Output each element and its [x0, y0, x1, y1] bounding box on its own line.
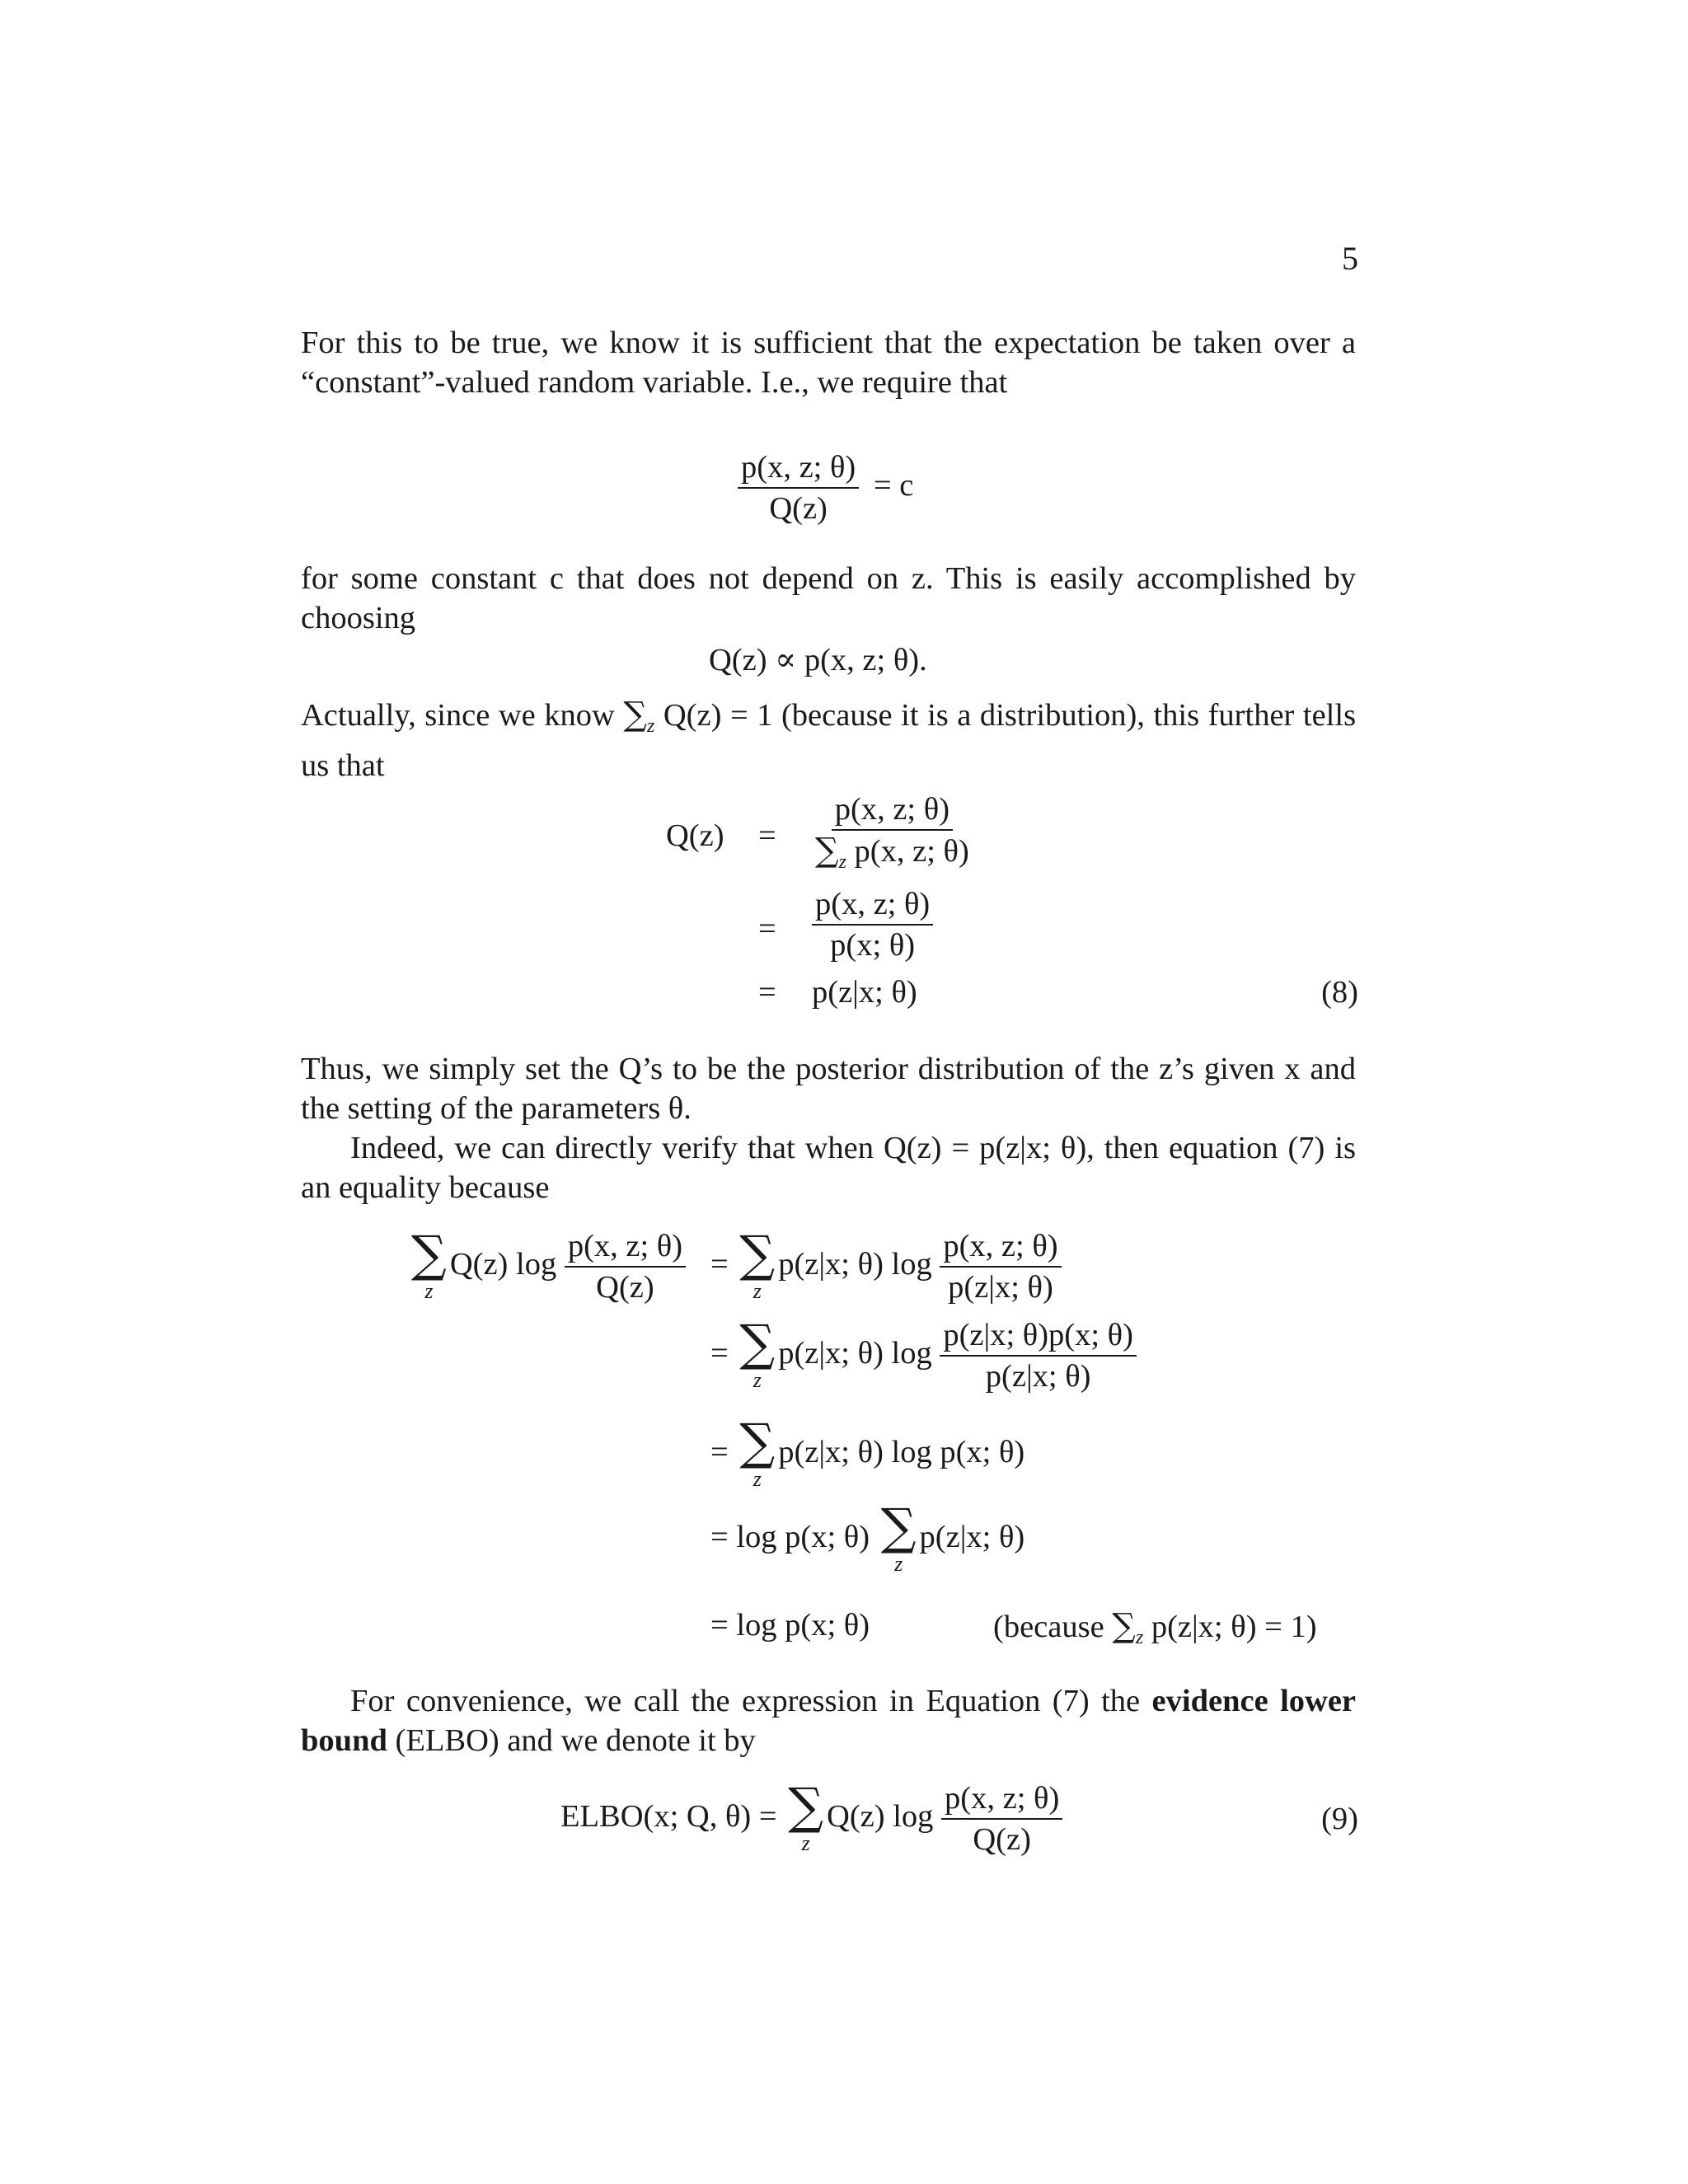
- fraction: $\frac{p(x, z; \theta)}{\sum_z p(x, z; \theta)}$: [815, 792, 969, 873]
- page-number: 5: [1342, 240, 1358, 277]
- fraction: $\frac{p(x, z; \theta)}{Q(z)}$: [738, 449, 859, 527]
- paragraph-3: Actually, since we know $\sum_z$ Q(z) = 1 (because it is a distribution), this further tells us that: [301, 696, 1357, 783]
- fraction: $\frac{p(x, z; \theta)}{p(x; \theta)}$: [812, 886, 933, 963]
- paragraph-1: For this to be true, we know it is sufficient that the expectation be taken over a “constant”-valued random variable. I.e., we require that: [301, 326, 1356, 400]
- paragraph-5: Indeed, we can directly verify that when Q(z) = p(z|x; θ), then equation (7) is an equality because: [301, 1131, 1356, 1205]
- paper-page: 5 For this to be true, we know it is sufficient that the expectation be taken over a “constant”-valued random variable. I.e., we require that $\frac{p(x, z; \theta)}{Q(z)}$ = c for some constant c that does not depend on z. This is easily accomplished by choosing Q(z) ∝ p(x, z; θ). Actually, since we know $\sum_z$ Q(z) = 1 (because it is a distribution), this further tells us that Q(z) = $\frac{p(x, z; \theta)}{\sum_z p(x, z; \theta)}$ = $\frac{p(x, z; \theta)}{p(x; \theta)}$ = p(z|x; θ) (8) Thus, we simply set the Q’s to be the posterior distribution of the z’s given x and the setting of the parameters θ. Indeed, we can directly verify that when Q(z) = p(z|x; θ), then equation (7) is an equality because ∑ z Q(z) log $\frac{p(x, z; \theta)}{Q(z)}$ = ∑ z p(z|x; θ) log $\frac{p(x, z; \theta)}{p(z|x; \theta)}$ = ∑ z p(z|x; θ) log $\frac{p(z|x; \theta)p(x; \theta)}{p(z|x; \theta)}$ = ∑ z p(z|x; θ) log p(x; θ) = log p(x; θ) ∑ z p(z|x; θ) = log p(x; θ) (because $\sum_z$ p(z|x; θ) = 1) For convenience, we call the expression in Equation (7) the evidence lower bound (ELBO) and we denote it by ELBO(x; Q, θ) = ∑ z Q(z) log $\frac{p(x, z; \theta)}{Q(z)}$ (9): [301, 240, 1358, 1857]
- equation-number-8: (8): [1321, 975, 1358, 1010]
- paragraph-6: For convenience, we call the expression in Equation (7) the evidence lower bound (ELBO) and we denote it by: [301, 1684, 1356, 1758]
- equation-number-9: (9): [1321, 1802, 1358, 1836]
- paragraph-4: Thus, we simply set the Q’s to be the posterior distribution of the z’s given x and the setting of the parameters θ.: [301, 1052, 1356, 1126]
- paragraph-2: for some constant c that does not depend on z. This is easily accomplished by choosing: [301, 561, 1356, 635]
- equation-9: ELBO(x; Q, θ) = ∑ z Q(z) log $\frac{p(x, z; \theta)}{Q(z)}$: [560, 1780, 1062, 1858]
- eq8-lhs: Q(z): [666, 818, 724, 853]
- equation-proportional: Q(z) ∝ p(x, z; θ).: [709, 643, 927, 677]
- equation-ratio-constant: $\frac{p(x, z; \theta)}{Q(z)}$ = c: [738, 449, 913, 527]
